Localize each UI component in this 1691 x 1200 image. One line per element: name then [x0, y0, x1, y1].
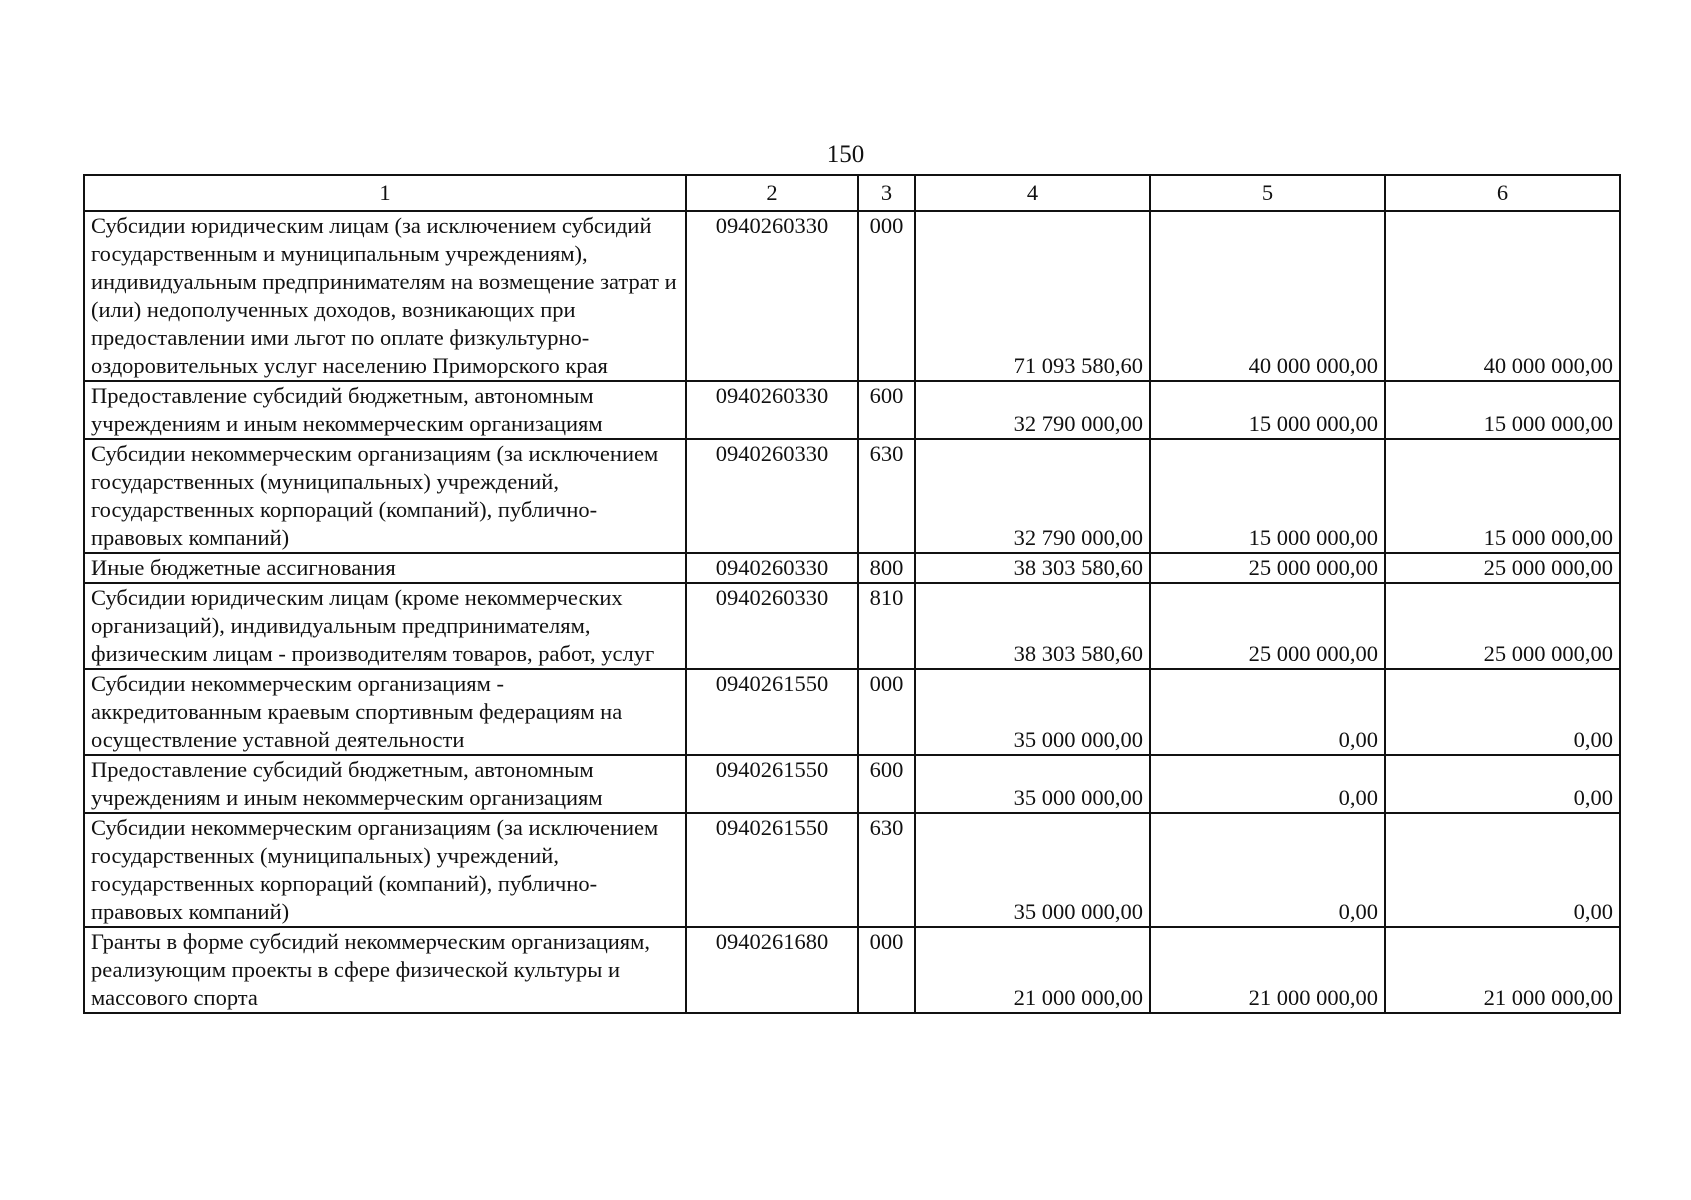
table-row — [84, 755, 1620, 813]
row-amount-4: 21 000 000,00 — [915, 927, 1150, 1013]
table-row — [84, 813, 1620, 927]
row-amount-4: 38 303 580,60 — [915, 553, 1150, 583]
row-name: Предоставление субсидий бюджетным, автономным учреждениям и иным некоммерческим организациям — [84, 381, 686, 439]
row-amount-4: 38 303 580,60 — [915, 583, 1150, 669]
row-name: Иные бюджетные ассигнования — [84, 553, 686, 583]
row-type: 000 — [858, 669, 915, 755]
row-name: Субсидии юридическим лицам (кроме некоммерческих организаций), индивидуальным предпринимателям, физическим лицам - производителям товаров, работ, услуг — [84, 583, 686, 669]
row-code: 0940260330 — [686, 583, 858, 669]
row-amount-5: 15 000 000,00 — [1150, 381, 1385, 439]
row-amount-5: 25 000 000,00 — [1150, 553, 1385, 583]
column-header-1: 1 — [84, 175, 686, 211]
row-amount-5: 25 000 000,00 — [1150, 583, 1385, 669]
row-code: 0940261550 — [686, 669, 858, 755]
row-code: 0940261550 — [686, 813, 858, 927]
row-amount-6: 0,00 — [1385, 669, 1620, 755]
row-code: 0940260330 — [686, 553, 858, 583]
row-amount-6: 25 000 000,00 — [1385, 583, 1620, 669]
row-amount-5: 21 000 000,00 — [1150, 927, 1385, 1013]
row-code: 0940260330 — [686, 381, 858, 439]
row-amount-4: 35 000 000,00 — [915, 755, 1150, 813]
budget-table — [83, 174, 1621, 1014]
row-amount-4: 32 790 000,00 — [915, 381, 1150, 439]
table-row — [84, 669, 1620, 755]
row-type: 630 — [858, 813, 915, 927]
row-amount-6: 25 000 000,00 — [1385, 553, 1620, 583]
row-type: 000 — [858, 211, 915, 381]
column-header-6: 6 — [1385, 175, 1620, 211]
row-amount-4: 71 093 580,60 — [915, 211, 1150, 381]
table-header-row — [84, 175, 1620, 211]
table-row — [84, 927, 1620, 1013]
row-amount-5: 40 000 000,00 — [1150, 211, 1385, 381]
row-amount-6: 0,00 — [1385, 813, 1620, 927]
column-header-5: 5 — [1150, 175, 1385, 211]
row-code: 0940261680 — [686, 927, 858, 1013]
row-amount-6: 15 000 000,00 — [1385, 381, 1620, 439]
table-row — [84, 381, 1620, 439]
row-type: 600 — [858, 755, 915, 813]
row-name: Гранты в форме субсидий некоммерческим организациям, реализующим проекты в сфере физической культуры и массового спорта — [84, 927, 686, 1013]
column-header-4: 4 — [915, 175, 1150, 211]
row-amount-6: 0,00 — [1385, 755, 1620, 813]
table-row — [84, 583, 1620, 669]
row-amount-5: 0,00 — [1150, 669, 1385, 755]
row-amount-4: 35 000 000,00 — [915, 669, 1150, 755]
table-row — [84, 211, 1620, 381]
row-code: 0940260330 — [686, 211, 858, 381]
row-name: Субсидии некоммерческим организациям (за исключением государственных (муниципальных) учреждений, государственных корпораций (компаний), публично-правовых компаний) — [84, 813, 686, 927]
row-amount-5: 0,00 — [1150, 813, 1385, 927]
row-name: Субсидии некоммерческим организациям - аккредитованным краевым спортивным федерациям на осуществление уставной деятельности — [84, 669, 686, 755]
row-amount-6: 40 000 000,00 — [1385, 211, 1620, 381]
row-amount-5: 15 000 000,00 — [1150, 439, 1385, 553]
table-row — [84, 439, 1620, 553]
row-type: 000 — [858, 927, 915, 1013]
column-header-3: 3 — [858, 175, 915, 211]
row-amount-6: 15 000 000,00 — [1385, 439, 1620, 553]
row-amount-4: 32 790 000,00 — [915, 439, 1150, 553]
row-name: Субсидии некоммерческим организациям (за исключением государственных (муниципальных) учреждений, государственных корпораций (компаний), публично-правовых компаний) — [84, 439, 686, 553]
row-amount-4: 35 000 000,00 — [915, 813, 1150, 927]
row-type: 600 — [858, 381, 915, 439]
row-type: 800 — [858, 553, 915, 583]
column-header-2: 2 — [686, 175, 858, 211]
row-name: Субсидии юридическим лицам (за исключением субсидий государственным и муниципальным учреждениям), индивидуальным предпринимателям на возмещение затрат и (или) недополученных доходов, возникающих при предоставлении ими льгот по оплате физкультурно-оздоровительных услуг населению Приморского края — [84, 211, 686, 381]
row-code: 0940261550 — [686, 755, 858, 813]
row-name: Предоставление субсидий бюджетным, автономным учреждениям и иным некоммерческим организациям — [84, 755, 686, 813]
row-code: 0940260330 — [686, 439, 858, 553]
row-type: 630 — [858, 439, 915, 553]
table-row — [84, 553, 1620, 583]
row-amount-5: 0,00 — [1150, 755, 1385, 813]
row-amount-6: 21 000 000,00 — [1385, 927, 1620, 1013]
row-type: 810 — [858, 583, 915, 669]
page-number: 150 — [826, 141, 865, 168]
